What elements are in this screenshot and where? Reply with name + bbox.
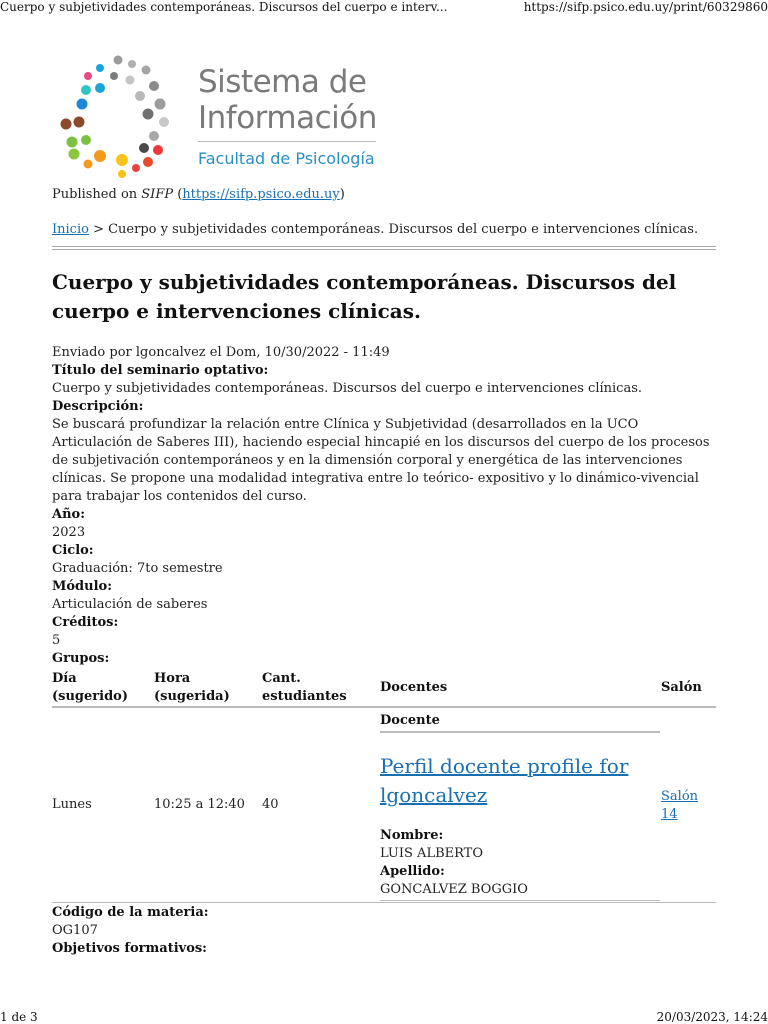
objetivos-label: Objetivos formativos: <box>52 941 207 956</box>
published-close: ) <box>339 187 345 202</box>
modulo-label: Módulo: <box>52 579 113 594</box>
descripcion-label: Descripción: <box>52 399 144 414</box>
grupos-label: Grupos: <box>52 651 110 666</box>
row-cant: 40 <box>262 797 279 812</box>
page-title: Cuerpo y subjetividades contemporáneas. Discursos del cuerpo e intervenciones clínicas. <box>52 270 677 323</box>
site-logo <box>52 52 392 182</box>
salon-link-line2: 14 <box>661 807 678 822</box>
header-dia <box>52 670 128 706</box>
published-site: SIFP <box>141 187 174 202</box>
content-fields <box>52 344 716 668</box>
breadcrumb-divider <box>52 246 716 250</box>
header-dia-line1: Día <box>52 671 77 686</box>
dots-logo-icon <box>52 52 182 182</box>
logo-line-3: Facultad de Psicología <box>198 149 375 168</box>
header-rule <box>52 706 716 708</box>
breadcrumb-home-link[interactable]: Inicio <box>52 222 89 237</box>
extra-fields <box>52 904 209 958</box>
titulo-label: Título del seminario optativo: <box>52 363 269 378</box>
header-cant-line2: estudiantes <box>262 689 347 704</box>
row-bottom-rule <box>52 902 716 903</box>
anio-label: Año: <box>52 507 86 522</box>
logo-divider <box>198 141 376 142</box>
header-cant <box>262 670 347 706</box>
nombre-label: Nombre: <box>380 828 444 843</box>
codigo-label: Código de la materia: <box>52 905 209 920</box>
creditos-label: Créditos: <box>52 615 119 630</box>
header-cant-line1: Cant. <box>262 671 301 686</box>
nombre-value: LUIS ALBERTO <box>380 846 484 861</box>
breadcrumb-separator: > <box>88 222 109 237</box>
print-datetime: 20/03/2023, 14:24 <box>656 1010 768 1024</box>
header-hora-line2: (sugerida) <box>154 689 230 704</box>
docente-subheader-rule <box>380 731 660 733</box>
header-dia-line2: (sugerido) <box>52 689 128 704</box>
ciclo-label: Ciclo: <box>52 543 94 558</box>
breadcrumb-current: Cuerpo y subjetividades contemporáneas. Discursos del cuerpo e intervenciones clínicas. <box>108 222 699 237</box>
print-page-title: Cuerpo y subjetividades contemporáneas. Discursos del cuerpo e interv... <box>0 0 448 14</box>
creditos-value: 5 <box>52 633 61 648</box>
docente-subheader: Docente <box>380 713 440 728</box>
published-prefix: Published on <box>52 187 142 202</box>
page-count: 1 de 3 <box>0 1010 38 1024</box>
descripcion-value: Se buscará profundizar la relación entre Clínica y Subjetividad (desarrollados en la UCO Articulación de Saberes III), haciendo especial hincapié en los discursos del cuerpo de los procesos de subjetivación contemporáneos y en la dimensión corporal y energética de las intervenciones clínicas. Se propone una modalidad integrativa entre lo teórico- expositivo y lo dinámico-vivencial para trabajar los contenidos del curso. <box>52 417 710 504</box>
docente-bottom-rule <box>380 900 660 901</box>
print-url: https://sifp.psico.edu.uy/print/60329860 <box>523 0 768 14</box>
published-line <box>52 187 345 202</box>
logo-line-1: Sistema de <box>198 64 367 100</box>
salon-link-line1: Salón <box>661 789 699 804</box>
published-open: ( <box>173 187 183 202</box>
salon-link[interactable] <box>661 788 698 824</box>
logo-line-2: Información <box>198 100 377 136</box>
docente-profile-link[interactable]: Perfil docente profile for lgoncalvez <box>380 754 629 807</box>
row-hora: 10:25 a 12:40 <box>154 797 245 812</box>
titulo-value: Cuerpo y subjetividades contemporáneas. Discursos del cuerpo e intervenciones clínicas. <box>52 381 643 396</box>
apellido-label: Apellido: <box>380 864 445 879</box>
submitted-info: Enviado por lgoncalvez el Dom, 10/30/2022 - 11:49 <box>52 345 390 360</box>
ciclo-value: Graduación: 7to semestre <box>52 561 223 576</box>
codigo-value: OG107 <box>52 923 98 938</box>
published-url-link[interactable]: https://sifp.psico.edu.uy <box>182 187 340 202</box>
header-salon: Salón <box>661 680 702 695</box>
header-hora-line1: Hora <box>154 671 191 686</box>
anio-value: 2023 <box>52 525 86 540</box>
modulo-value: Articulación de saberes <box>52 597 208 612</box>
header-hora <box>154 670 230 706</box>
row-dia: Lunes <box>52 797 92 812</box>
apellido-value: GONCALVEZ BOGGIO <box>380 882 528 897</box>
header-docentes: Docentes <box>380 680 448 695</box>
breadcrumb <box>52 222 698 237</box>
